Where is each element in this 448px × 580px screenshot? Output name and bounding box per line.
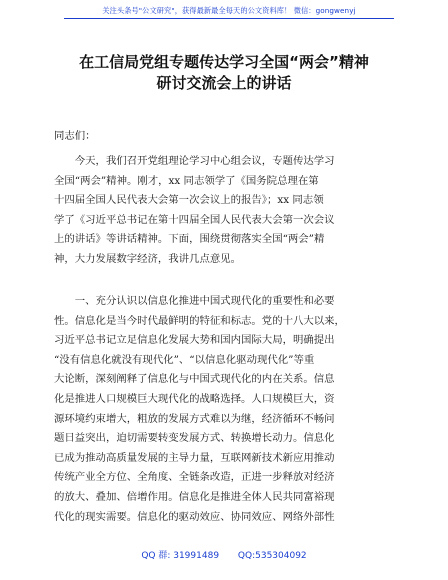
paragraph-2-line: 习近平总书记立足信息化发展大势和国内国际大局，明确提出 bbox=[54, 334, 335, 347]
paragraph-1-line: 今天，我们召开党组理论学习中心组会议，专题传达学习 bbox=[54, 155, 335, 167]
footer-qq-contact[interactable]: QQ:535304092 bbox=[237, 551, 307, 561]
footer-qq-group[interactable]: QQ 群: 31991489 bbox=[141, 551, 220, 561]
paragraph-1-line: 学了《习近平总书记在第十四届全国人民代表大会第一次会议 bbox=[54, 213, 335, 226]
paragraph-1-line: 全国“两会”精神。刚才，xx 同志领学了《国务院总理在第 bbox=[54, 174, 319, 187]
paragraph-2-line: 代化的现实需要。信息化的驱动效应、协同效应、网络外部性 bbox=[54, 510, 335, 523]
paragraph-2-line: 大论断，深刻阐释了信息化与中国式现代化的内在关系。信息 bbox=[54, 373, 335, 386]
paragraph-2-line: “没有信息化就没有现代化”、“以信息化驱动现代化”等重 bbox=[54, 353, 315, 366]
footer-contact bbox=[0, 548, 448, 561]
paragraph-1 bbox=[54, 152, 392, 270]
paragraph-1-line: 上的讲话》等讲话精神。下面，围绕贯彻落实全国“两会”精 bbox=[54, 233, 325, 246]
paragraph-2-line: 的放大、叠加、倍增作用。信息化是推进全体人民共同富裕现 bbox=[54, 490, 335, 503]
paragraph-1-line: 十四届全国人民代表大会第一次会议上的报告》；xx 同志领 bbox=[54, 194, 324, 207]
paragraph-2-line: 题日益突出，迫切需要转变发展方式、转换增长动力。信息化 bbox=[54, 432, 335, 445]
document-title bbox=[40, 52, 408, 94]
header-banner[interactable]: 关注头条号"公文研究"，获得最新最全每天的公文资料库！ 微信：gongwenyj bbox=[64, 6, 394, 19]
title-line-2: 研讨交流会上的讲话 bbox=[156, 74, 292, 92]
paragraph-2 bbox=[54, 292, 392, 527]
paragraph-2-line: 性。信息化是当今时代最鲜明的特征和标志。党的十八大以来， bbox=[54, 314, 345, 327]
paragraph-1-line: 神，大力发展数字经济，我讲几点意见。 bbox=[54, 252, 242, 265]
salutation: 同志们： bbox=[54, 130, 96, 142]
paragraph-2-line: 化是推进人口规模巨大现代化的战略选择。人口规模巨大，资 bbox=[54, 392, 335, 405]
title-line-1: 在工信局党组专题传达学习全国“两会”精神 bbox=[79, 53, 369, 71]
paragraph-2-line: 传统产业全方位、全角度、全链条改造，正进一步释放对经济 bbox=[54, 471, 335, 484]
paragraph-2-line: 一、充分认识以信息化推进中国式现代化的重要性和必要 bbox=[54, 295, 335, 307]
paragraph-2-line: 已成为推动高质量发展的主导力量，互联网新技术新应用推动 bbox=[54, 451, 335, 464]
paragraph-2-line: 源环境约束增大，粗放的发展方式难以为继，经济循环不畅问 bbox=[54, 412, 335, 425]
